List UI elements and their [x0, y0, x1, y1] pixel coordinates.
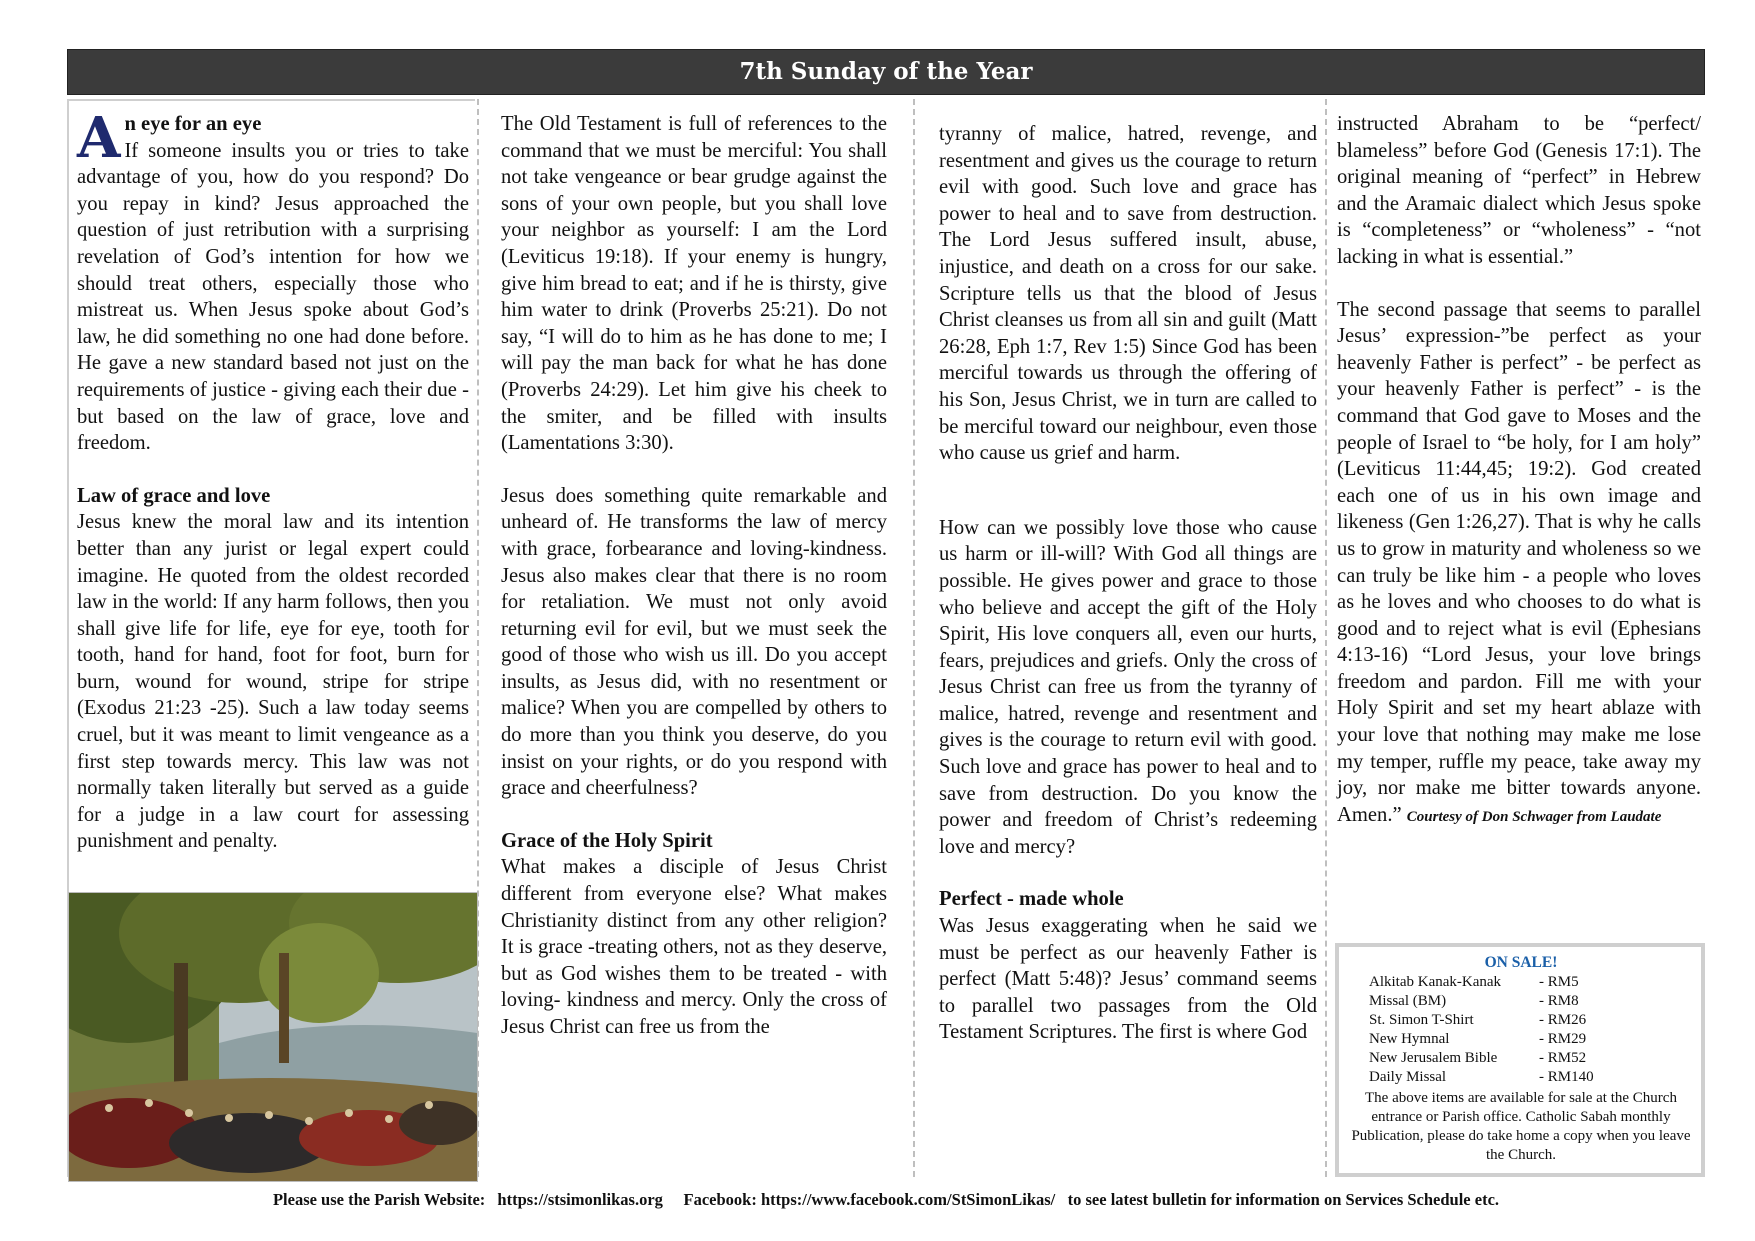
paragraph: If someone insults you or tries to take advantage of you, how do you respond? Do you repay in kind? Jesus approached the question of just retribution with a surprising revelation of God’s intention for how we should treat others, especially those who mistreat us. When Jesus spoke about God’s law, he did something no one had done before. He gave a new standard based not just on the requirements of justice - giving each their due - but based on the law of grace, love and freedom.	[77, 139, 469, 455]
section-heading-grace-love: Law of grace and love	[77, 484, 271, 507]
section-heading-holy-spirit: Grace of the Holy Spirit	[501, 829, 713, 852]
sale-item: Missal (BM) - RM8	[1369, 993, 1579, 1009]
paragraph: Jesus knew the moral law and its intention better than any jurist or legal expert could imagine. He quoted from the oldest recorded law in the world: If any harm follows, then you shall give life for life, eye for eye, tooth for tooth, hand for hand, foot for foot, burn for burn, wound for wound, stripe for stripe (Exodus 21:23 -25). Such a law today seems cruel, but it was meant to limit vengeance as a first step towards mercy. This law was not normally taken literally but served as a guide for a judge in a law court for assessing punishment and penalty.	[77, 511, 469, 853]
paragraph: What makes a disciple of Jesus Christ different from everyone else? What makes Christianity distinct from any other religion? It is grace -treating others, not as they deserve, but as God wishes them to be treated - with loving- kindness and mercy. Only the cross of Jesus Christ can free us from the	[501, 856, 887, 1038]
header-title: 7th Sunday of the Year	[739, 58, 1033, 85]
sale-item: St. Simon T-Shirt - RM26	[1369, 1012, 1587, 1028]
paragraph: Jesus does something quite remarkable and unheard of. He transforms the law of mercy with grace, forbearance and loving-kindness. Jesus also makes clear that there is no room for retaliation. We must not only avoid returning evil for evil, but we must seek the good of those who wish us ill. Do you accept insults, as Jesus did, with no resentment or malice? When you are compelled by others to do more than you think you deserve, do you insist on your rights, or do you respond with grace and cheerfulness?	[501, 484, 887, 800]
credit-line: Courtesy of Don Schwager from Laudate	[1406, 808, 1662, 825]
sale-item: New Hymnal - RM29	[1369, 1031, 1587, 1047]
sale-item: Daily Missal - RM140	[1369, 1069, 1594, 1085]
footer	[67, 1190, 1705, 1210]
facebook-link[interactable]: Facebook: https://www.facebook.com/StSimonLikas/	[683, 1190, 1056, 1209]
closing-prayer: The second passage that seems to parallel Jesus’ expression-”be perfect as your heavenly Father is perfect” - be perfect as your heavenly Father is perfect” - is the command that God gave to Moses and the people of Israel to “be holy, for I am holy” (Leviticus 11:44,45; 19:2). God created each one of us in his own image and likeness (Gen 1:26,27). That is why he calls us to grow in maturity and wholeness so we can truly be like him - a people who loves as he loves and who chooses to do what is good and to reject what is evil (Ephesians 4:13-16) “Lord Jesus, your love brings freedom and pardon. Fill me with your Holy Spirit and set my heart ablaze with your love that nothing may make me lose my temper, ruffle my peace, take away my joy, nor make me bitter towards anyone. Amen.”	[1337, 298, 1701, 826]
paragraph: The Old Testament is full of references to the command that we must be merciful: You shall not take vengeance or bear grudge against the sons of your own people, but you shall love your neighbor as yourself: I am the Lord (Leviticus 19:18). If your enemy is hungry, give him bread to eat; and if he is thirsty, give him water to drink (Proverbs 25:21). Do not say, “I will do to him as he has done to me; I will pay the man back for what he has done (Proverbs 24:29). Let him give his cheek to the smiter, and be filled with insults (Lamentations 3:30).	[501, 113, 887, 455]
sale-item: New Jerusalem Bible - RM52	[1369, 1050, 1587, 1066]
column-3	[933, 99, 1319, 1177]
paragraph: Was Jesus exaggerating when he said we must be perfect as our heavenly Father is perfect (Matt 5:48)? Jesus’ command seems to parallel two passages from the Old Testament Scriptures. The first is where God	[939, 915, 1317, 1044]
footer-website-label: Please use the Parish Website:	[272, 1190, 486, 1209]
column-divider	[913, 99, 915, 1177]
paragraph: instructed Abraham to be “perfect/ blameless” before God (Genesis 17:1). The original meaning of “perfect” in Hebrew and the Aramaic dialect which Jesus spoke is “completeness” or “wholeness” - “not lacking in what is essential.”	[1337, 113, 1701, 268]
on-sale-box	[1335, 943, 1705, 1177]
section-heading-eye: n eye for an eye	[124, 113, 262, 135]
footer-trailing-text: to see latest bulletin for information on Services Schedule etc.	[1067, 1190, 1500, 1209]
bulletin-header	[67, 49, 1705, 95]
paragraph	[1337, 297, 1701, 831]
paragraph: How can we possibly love those who cause us harm or ill-will? With God all things are possible. He gives power and grace to those who believe and accept the gift of the Holy Spirit, His love conquers all, even our hurts, fears, prejudices and griefs. Only the cross of Jesus Christ can free us from the tyranny of malice, hatred, revenge and resentment and gives is the courage to return evil with good. Such love and grace has power to heal and to save from destruction. Do you know the power and freedom of Christ’s redeeming love and mercy?	[939, 516, 1317, 858]
column-divider	[1325, 99, 1327, 1177]
painting-sermon-illustration	[68, 892, 478, 1182]
on-sale-title: ON SALE!	[1484, 954, 1558, 971]
sale-item: Alkitab Kanak-Kanak - RM5	[1369, 974, 1579, 990]
section-heading-perfect: Perfect - made whole	[939, 888, 1124, 911]
parish-website-link[interactable]: https://stsimonlikas.org	[497, 1190, 663, 1209]
column-2	[495, 99, 889, 1177]
paragraph: tyranny of malice, hatred, revenge, and resentment and gives us the courage to return evil with good. Such love and grace has power to heal and to save from destruction. The Lord Jesus suffered insult, abuse, injustice, and death on a cross for our sake. Scripture tells us that the blood of Jesus Christ cleanses us from all sin and guilt (Matt 26:28, Eph 1:7, Rev 1:5) Since God has been merciful towards us through the offering of his Son, Jesus Christ, we in turn are called to be merciful toward our neighbour, even those who cause us grief and harm.	[939, 123, 1317, 465]
drop-cap: A	[77, 105, 121, 171]
sale-note: The above items are available for sale at the Church entrance or Parish office. Catholic Sabah monthly Publication, please do take home a copy when you leave the Church.	[1351, 1090, 1691, 1163]
